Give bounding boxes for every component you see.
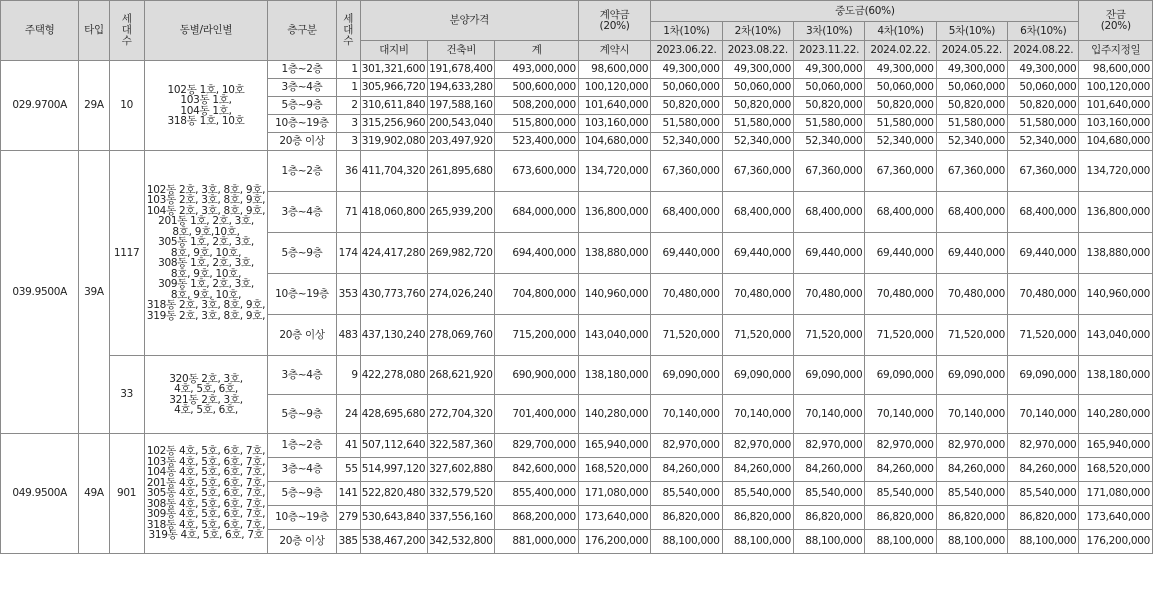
building-price-cell: 269,982,720 (428, 233, 495, 274)
land-price-cell: 430,773,760 (360, 274, 427, 315)
building-price-cell: 261,895,680 (428, 151, 495, 192)
total-price-cell: 829,700,000 (495, 434, 578, 458)
middle-payment-cell: 49,300,000 (793, 61, 864, 79)
middle-payment-cell: 85,540,000 (865, 482, 936, 506)
table-row (1, 151, 1153, 192)
middle-payment-cell: 70,480,000 (793, 274, 864, 315)
total-price-cell: 508,200,000 (495, 97, 578, 115)
house-type-cell: 049.9500A (1, 434, 79, 554)
middle-payment-cell: 86,820,000 (651, 506, 722, 530)
header-middle-3: 3차(10%) (793, 22, 864, 41)
building-price-cell: 203,497,920 (428, 133, 495, 151)
header-middle-6: 6차(10%) (1008, 22, 1079, 41)
floor-units-cell: 24 (336, 395, 360, 434)
table-body (1, 61, 1153, 554)
floor-units-cell: 36 (336, 151, 360, 192)
header-middle-date-3: 2023.11.22. (793, 41, 864, 61)
middle-payment-cell: 71,520,000 (936, 315, 1007, 356)
units-cell: 1117 (109, 151, 144, 356)
total-price-cell: 493,000,000 (495, 61, 578, 79)
middle-payment-cell: 82,970,000 (722, 434, 793, 458)
header-deposit: 계약금 (20%) (578, 1, 650, 41)
deposit-cell: 98,600,000 (578, 61, 650, 79)
floor-units-cell: 41 (336, 434, 360, 458)
deposit-cell: 140,280,000 (578, 395, 650, 434)
table-row (1, 61, 1153, 79)
middle-payment-cell: 86,820,000 (722, 506, 793, 530)
middle-payment-cell: 49,300,000 (1008, 61, 1079, 79)
floor-cell: 20층 이상 (268, 133, 336, 151)
middle-payment-cell: 52,340,000 (651, 133, 722, 151)
floor-cell: 1층~2층 (268, 61, 336, 79)
middle-payment-cell: 69,090,000 (793, 356, 864, 395)
total-price-cell: 694,400,000 (495, 233, 578, 274)
floor-units-cell: 385 (336, 530, 360, 554)
middle-payment-cell: 82,970,000 (865, 434, 936, 458)
total-price-cell: 855,400,000 (495, 482, 578, 506)
balance-cell: 140,280,000 (1079, 395, 1153, 434)
floor-cell: 5층~9층 (268, 97, 336, 115)
balance-cell: 168,520,000 (1079, 458, 1153, 482)
middle-payment-cell: 69,090,000 (1008, 356, 1079, 395)
deposit-cell: 138,180,000 (578, 356, 650, 395)
balance-cell: 136,800,000 (1079, 192, 1153, 233)
middle-payment-cell: 84,260,000 (651, 458, 722, 482)
middle-payment-cell: 50,820,000 (651, 97, 722, 115)
middle-payment-cell: 86,820,000 (793, 506, 864, 530)
floor-units-cell: 9 (336, 356, 360, 395)
land-price-cell: 428,695,680 (360, 395, 427, 434)
total-price-cell: 523,400,000 (495, 133, 578, 151)
header-middle-date-4: 2024.02.22. (865, 41, 936, 61)
floor-units-cell: 353 (336, 274, 360, 315)
header-middle-date-5: 2024.05.22. (936, 41, 1007, 61)
building-price-cell: 191,678,400 (428, 61, 495, 79)
building-price-cell: 194,633,280 (428, 79, 495, 97)
total-price-cell: 868,200,000 (495, 506, 578, 530)
land-price-cell: 411,704,320 (360, 151, 427, 192)
floor-units-cell: 279 (336, 506, 360, 530)
floor-units-cell: 174 (336, 233, 360, 274)
house-type-cell: 039.9500A (1, 151, 79, 434)
building-price-cell: 342,532,800 (428, 530, 495, 554)
floor-units-cell: 1 (336, 61, 360, 79)
header-dong-line: 동별/라인별 (144, 1, 268, 61)
balance-cell: 140,960,000 (1079, 274, 1153, 315)
middle-payment-cell: 84,260,000 (722, 458, 793, 482)
land-price-cell: 310,611,840 (360, 97, 427, 115)
middle-payment-cell: 70,480,000 (722, 274, 793, 315)
header-middle-2: 2차(10%) (722, 22, 793, 41)
total-price-cell: 701,400,000 (495, 395, 578, 434)
balance-cell: 103,160,000 (1079, 115, 1153, 133)
middle-payment-cell: 67,360,000 (936, 151, 1007, 192)
middle-payment-cell: 51,580,000 (865, 115, 936, 133)
header-balance: 잔금 (20%) (1079, 1, 1153, 41)
type-cell: 29A (79, 61, 109, 151)
middle-payment-cell: 69,090,000 (865, 356, 936, 395)
middle-payment-cell: 70,140,000 (651, 395, 722, 434)
middle-payment-cell: 52,340,000 (865, 133, 936, 151)
land-price-cell: 319,902,080 (360, 133, 427, 151)
middle-payment-cell: 68,400,000 (793, 192, 864, 233)
middle-payment-cell: 52,340,000 (722, 133, 793, 151)
middle-payment-cell: 85,540,000 (651, 482, 722, 506)
middle-payment-cell: 50,820,000 (865, 97, 936, 115)
floor-cell: 1층~2층 (268, 151, 336, 192)
header-middle-date-2: 2023.08.22. (722, 41, 793, 61)
middle-payment-cell: 50,820,000 (793, 97, 864, 115)
header-units: 세 대 수 (109, 1, 144, 61)
balance-cell: 171,080,000 (1079, 482, 1153, 506)
middle-payment-cell: 68,400,000 (651, 192, 722, 233)
total-price-cell: 881,000,000 (495, 530, 578, 554)
deposit-cell: 140,960,000 (578, 274, 650, 315)
middle-payment-cell: 70,140,000 (865, 395, 936, 434)
floor-cell: 10층~19층 (268, 274, 336, 315)
building-price-cell: 327,602,880 (428, 458, 495, 482)
middle-payment-cell: 50,060,000 (936, 79, 1007, 97)
land-price-cell: 538,467,200 (360, 530, 427, 554)
floor-cell: 10층~19층 (268, 115, 336, 133)
middle-payment-cell: 88,100,000 (722, 530, 793, 554)
middle-payment-cell: 88,100,000 (1008, 530, 1079, 554)
dong-line-cell: 102동 2호, 3호, 8호, 9호, 103동 2호, 3호, 8호, 9호, 104동 2호, 3호, 8호, 9호, 201동 1호, 2호, 3호, 8호, 9호,10호, 305동 1호, 2호, 3호, 8호, 9호, 10호, 308동 1호, 2호, 3호, 8호, 9호, 10호, 309동 1호, 2호, 3호, 8호, 9호, 10호, 318동 2호, 3호, 8호, 9호, 319동 2호, 3호, 8호, 9호, (144, 151, 268, 356)
deposit-cell: 176,200,000 (578, 530, 650, 554)
floor-units-cell: 55 (336, 458, 360, 482)
building-price-cell: 278,069,760 (428, 315, 495, 356)
floor-units-cell: 2 (336, 97, 360, 115)
floor-cell: 10층~19층 (268, 506, 336, 530)
units-cell: 10 (109, 61, 144, 151)
header-units-2: 세 대 수 (336, 1, 360, 61)
middle-payment-cell: 68,400,000 (936, 192, 1007, 233)
balance-cell: 165,940,000 (1079, 434, 1153, 458)
middle-payment-cell: 82,970,000 (793, 434, 864, 458)
middle-payment-cell: 67,360,000 (793, 151, 864, 192)
middle-payment-cell: 88,100,000 (936, 530, 1007, 554)
house-type-cell: 029.9700A (1, 61, 79, 151)
building-price-cell: 268,621,920 (428, 356, 495, 395)
header-sale-price: 분양가격 (360, 1, 578, 41)
floor-cell: 5층~9층 (268, 233, 336, 274)
middle-payment-cell: 70,480,000 (1008, 274, 1079, 315)
middle-payment-cell: 51,580,000 (793, 115, 864, 133)
middle-payment-cell: 68,400,000 (865, 192, 936, 233)
building-price-cell: 197,588,160 (428, 97, 495, 115)
middle-payment-cell: 71,520,000 (793, 315, 864, 356)
floor-units-cell: 3 (336, 115, 360, 133)
units-cell: 33 (109, 356, 144, 434)
deposit-cell: 101,640,000 (578, 97, 650, 115)
building-price-cell: 332,579,520 (428, 482, 495, 506)
land-price-cell: 514,997,120 (360, 458, 427, 482)
header-middle-5: 5차(10%) (936, 22, 1007, 41)
floor-units-cell: 71 (336, 192, 360, 233)
deposit-cell: 103,160,000 (578, 115, 650, 133)
middle-payment-cell: 52,340,000 (936, 133, 1007, 151)
middle-payment-cell: 88,100,000 (865, 530, 936, 554)
floor-cell: 20층 이상 (268, 315, 336, 356)
land-price-cell: 305,966,720 (360, 79, 427, 97)
type-cell: 39A (79, 151, 109, 434)
deposit-cell: 136,800,000 (578, 192, 650, 233)
deposit-cell: 138,880,000 (578, 233, 650, 274)
middle-payment-cell: 71,520,000 (1008, 315, 1079, 356)
middle-payment-cell: 85,540,000 (722, 482, 793, 506)
middle-payment-cell: 51,580,000 (651, 115, 722, 133)
balance-cell: 134,720,000 (1079, 151, 1153, 192)
middle-payment-cell: 67,360,000 (865, 151, 936, 192)
deposit-cell: 165,940,000 (578, 434, 650, 458)
floor-cell: 3층~4층 (268, 458, 336, 482)
middle-payment-cell: 50,820,000 (722, 97, 793, 115)
middle-payment-cell: 85,540,000 (793, 482, 864, 506)
header-middle-4: 4차(10%) (865, 22, 936, 41)
middle-payment-cell: 69,090,000 (936, 356, 1007, 395)
floor-units-cell: 1 (336, 79, 360, 97)
balance-cell: 143,040,000 (1079, 315, 1153, 356)
land-price-cell: 315,256,960 (360, 115, 427, 133)
deposit-cell: 173,640,000 (578, 506, 650, 530)
middle-payment-cell: 70,480,000 (865, 274, 936, 315)
middle-payment-cell: 69,440,000 (793, 233, 864, 274)
middle-payment-cell: 70,140,000 (722, 395, 793, 434)
total-price-cell: 842,600,000 (495, 458, 578, 482)
middle-payment-cell: 88,100,000 (793, 530, 864, 554)
middle-payment-cell: 50,820,000 (1008, 97, 1079, 115)
total-price-cell: 704,800,000 (495, 274, 578, 315)
middle-payment-cell: 69,090,000 (722, 356, 793, 395)
middle-payment-cell: 51,580,000 (936, 115, 1007, 133)
middle-payment-cell: 71,520,000 (722, 315, 793, 356)
balance-cell: 173,640,000 (1079, 506, 1153, 530)
land-price-cell: 522,820,480 (360, 482, 427, 506)
land-price-cell: 422,278,080 (360, 356, 427, 395)
floor-units-cell: 3 (336, 133, 360, 151)
middle-payment-cell: 69,440,000 (936, 233, 1007, 274)
balance-cell: 138,880,000 (1079, 233, 1153, 274)
deposit-cell: 143,040,000 (578, 315, 650, 356)
floor-units-cell: 483 (336, 315, 360, 356)
header-floor: 층구분 (268, 1, 336, 61)
total-price-cell: 715,200,000 (495, 315, 578, 356)
middle-payment-cell: 49,300,000 (651, 61, 722, 79)
table-row (1, 434, 1153, 458)
land-price-cell: 424,417,280 (360, 233, 427, 274)
deposit-cell: 104,680,000 (578, 133, 650, 151)
middle-payment-cell: 82,970,000 (651, 434, 722, 458)
dong-line-cell: 102동 4호, 5호, 6호, 7호, 103동 4호, 5호, 6호, 7호, 104동 4호, 5호, 6호, 7호, 201동 4호, 5호, 6호, 7호, 305동 4호, 5호, 6호, 7호, 308동 4호, 5호, 6호, 7호, 309동 4호, 5호, 6호, 7호, 318동 4호, 5호, 6호, 7호, 319동 4호, 5호, 6호, 7호 (144, 434, 268, 554)
balance-cell: 100,120,000 (1079, 79, 1153, 97)
deposit-cell: 134,720,000 (578, 151, 650, 192)
total-price-cell: 673,600,000 (495, 151, 578, 192)
building-price-cell: 265,939,200 (428, 192, 495, 233)
middle-payment-cell: 67,360,000 (1008, 151, 1079, 192)
balance-cell: 98,600,000 (1079, 61, 1153, 79)
middle-payment-cell: 84,260,000 (1008, 458, 1079, 482)
deposit-cell: 100,120,000 (578, 79, 650, 97)
middle-payment-cell: 70,140,000 (793, 395, 864, 434)
middle-payment-cell: 70,480,000 (936, 274, 1007, 315)
header-middle-date-1: 2023.06.22. (651, 41, 722, 61)
balance-cell: 138,180,000 (1079, 356, 1153, 395)
balance-cell: 104,680,000 (1079, 133, 1153, 151)
middle-payment-cell: 85,540,000 (936, 482, 1007, 506)
middle-payment-cell: 69,440,000 (722, 233, 793, 274)
type-cell: 49A (79, 434, 109, 554)
middle-payment-cell: 50,060,000 (1008, 79, 1079, 97)
header-type: 타입 (79, 1, 109, 61)
middle-payment-cell: 51,580,000 (722, 115, 793, 133)
header-building: 건축비 (428, 41, 495, 61)
building-price-cell: 272,704,320 (428, 395, 495, 434)
land-price-cell: 418,060,800 (360, 192, 427, 233)
land-price-cell: 507,112,640 (360, 434, 427, 458)
header-land: 대지비 (360, 41, 427, 61)
middle-payment-cell: 52,340,000 (1008, 133, 1079, 151)
middle-payment-cell: 88,100,000 (651, 530, 722, 554)
deposit-cell: 168,520,000 (578, 458, 650, 482)
land-price-cell: 301,321,600 (360, 61, 427, 79)
header-middle-payment: 중도금(60%) (651, 1, 1079, 22)
middle-payment-cell: 86,820,000 (1008, 506, 1079, 530)
middle-payment-cell: 52,340,000 (793, 133, 864, 151)
middle-payment-cell: 68,400,000 (1008, 192, 1079, 233)
middle-payment-cell: 50,820,000 (936, 97, 1007, 115)
dong-line-cell: 320동 2호, 3호, 4호, 5호, 6호, 321동 2호, 3호, 4호, 5호, 6호, (144, 356, 268, 434)
floor-cell: 5층~9층 (268, 482, 336, 506)
balance-cell: 176,200,000 (1079, 530, 1153, 554)
total-price-cell: 690,900,000 (495, 356, 578, 395)
middle-payment-cell: 49,300,000 (722, 61, 793, 79)
middle-payment-cell: 69,090,000 (651, 356, 722, 395)
floor-cell: 20층 이상 (268, 530, 336, 554)
balance-cell: 101,640,000 (1079, 97, 1153, 115)
table-row (1, 356, 1153, 395)
deposit-cell: 171,080,000 (578, 482, 650, 506)
middle-payment-cell: 71,520,000 (651, 315, 722, 356)
header-middle-date-6: 2024.08.22. (1008, 41, 1079, 61)
middle-payment-cell: 69,440,000 (1008, 233, 1079, 274)
middle-payment-cell: 49,300,000 (936, 61, 1007, 79)
total-price-cell: 515,800,000 (495, 115, 578, 133)
middle-payment-cell: 51,580,000 (1008, 115, 1079, 133)
dong-line-cell: 102동 1호, 10호 103동 1호, 104동 1호, 318동 1호, 10호 (144, 61, 268, 151)
total-price-cell: 684,000,000 (495, 192, 578, 233)
middle-payment-cell: 86,820,000 (936, 506, 1007, 530)
middle-payment-cell: 85,540,000 (1008, 482, 1079, 506)
middle-payment-cell: 69,440,000 (865, 233, 936, 274)
floor-cell: 3층~4층 (268, 79, 336, 97)
header-deposit-when: 계약시 (578, 41, 650, 61)
header-house-type: 주택형 (1, 1, 79, 61)
building-price-cell: 337,556,160 (428, 506, 495, 530)
land-price-cell: 437,130,240 (360, 315, 427, 356)
middle-payment-cell: 69,440,000 (651, 233, 722, 274)
middle-payment-cell: 50,060,000 (722, 79, 793, 97)
middle-payment-cell: 70,480,000 (651, 274, 722, 315)
middle-payment-cell: 70,140,000 (1008, 395, 1079, 434)
building-price-cell: 322,587,360 (428, 434, 495, 458)
building-price-cell: 200,543,040 (428, 115, 495, 133)
middle-payment-cell: 82,970,000 (936, 434, 1007, 458)
building-price-cell: 274,026,240 (428, 274, 495, 315)
middle-payment-cell: 67,360,000 (722, 151, 793, 192)
middle-payment-cell: 50,060,000 (865, 79, 936, 97)
middle-payment-cell: 49,300,000 (865, 61, 936, 79)
middle-payment-cell: 84,260,000 (793, 458, 864, 482)
middle-payment-cell: 82,970,000 (1008, 434, 1079, 458)
middle-payment-cell: 84,260,000 (936, 458, 1007, 482)
floor-cell: 5층~9층 (268, 395, 336, 434)
middle-payment-cell: 50,060,000 (651, 79, 722, 97)
units-cell: 901 (109, 434, 144, 554)
total-price-cell: 500,600,000 (495, 79, 578, 97)
land-price-cell: 530,643,840 (360, 506, 427, 530)
floor-cell: 1층~2층 (268, 434, 336, 458)
middle-payment-cell: 68,400,000 (722, 192, 793, 233)
middle-payment-cell: 84,260,000 (865, 458, 936, 482)
header-middle-1: 1차(10%) (651, 22, 722, 41)
floor-cell: 3층~4층 (268, 192, 336, 233)
middle-payment-cell: 50,060,000 (793, 79, 864, 97)
middle-payment-cell: 71,520,000 (865, 315, 936, 356)
middle-payment-cell: 70,140,000 (936, 395, 1007, 434)
header-balance-when: 입주지정일 (1079, 41, 1153, 61)
floor-units-cell: 141 (336, 482, 360, 506)
middle-payment-cell: 67,360,000 (651, 151, 722, 192)
header-total: 계 (495, 41, 578, 61)
middle-payment-cell: 86,820,000 (865, 506, 936, 530)
floor-cell: 3층~4층 (268, 356, 336, 395)
